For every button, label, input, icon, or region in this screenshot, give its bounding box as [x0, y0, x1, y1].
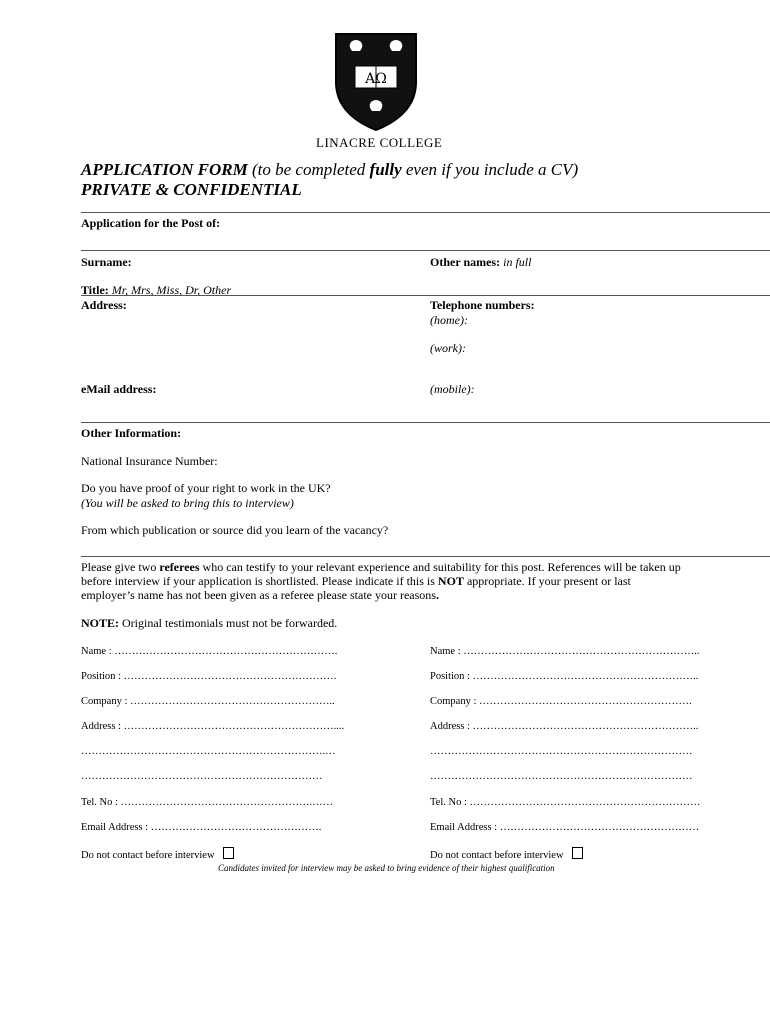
referee1-company-field[interactable]: Company : …………………………………………………..	[81, 696, 335, 707]
referee1-address-line3[interactable]: ……………………………………………………………	[81, 771, 323, 782]
referee1-tel-field[interactable]: Tel. No : ……………………………………………….……	[81, 797, 334, 808]
divider	[81, 556, 770, 557]
right-to-work-question[interactable]: Do you have proof of your right to work in the UK?	[81, 481, 331, 495]
home-phone-field[interactable]: (home):	[430, 313, 468, 327]
referees-instructions-line1: Please give two referees who can testify to your relevant experience and suitability for this post. References will be taken up	[81, 560, 681, 574]
post-field[interactable]: Application for the Post of:	[81, 216, 221, 230]
qualification-footnote: Candidates invited for interview may be asked to bring evidence of their highest qualification	[218, 863, 555, 873]
referee1-position-field[interactable]: Position : …………………………………………………….	[81, 671, 337, 682]
referee2-address-line2[interactable]: …………………………………………………………………	[430, 746, 693, 757]
college-name: LINACRE COLLEGE	[316, 135, 443, 150]
referee1-address-field[interactable]: Address : ……………………………………………………....	[81, 721, 345, 732]
right-to-work-note: (You will be asked to bring this to interview)	[81, 496, 294, 510]
referee2-contact-checkbox[interactable]	[572, 847, 583, 859]
referee1-contact-option: Do not contact before interview	[81, 847, 234, 861]
form-subtitle: PRIVATE & CONFIDENTIAL	[81, 180, 302, 199]
testimonials-note: NOTE: Original testimonials must not be forwarded.	[81, 616, 338, 630]
referee2-contact-option: Do not contact before interview	[430, 847, 583, 861]
referees-instructions-line2: before interview if your application is shortlisted. Please indicate if this is NOT appropriate. If your present or last	[81, 574, 631, 588]
referee1-address-line2[interactable]: …………………………………………………………….…	[81, 746, 336, 757]
divider	[81, 250, 770, 251]
other-names-field[interactable]: Other names: in full	[430, 255, 532, 269]
crest-letters: AΩ	[365, 71, 387, 87]
referees-instructions-line3: employer’s name has not been given as a referee please state your reasons.	[81, 588, 439, 602]
address-field[interactable]: Address:	[81, 298, 127, 312]
referee1-name-field[interactable]: Name : ……………………………………………………….	[81, 646, 338, 657]
surname-field[interactable]: Surname:	[81, 255, 132, 269]
college-crest-logo	[333, 32, 419, 132]
referee2-tel-field[interactable]: Tel. No : …………………………………………………………	[430, 797, 701, 808]
other-info-heading: Other Information:	[81, 426, 182, 440]
referee2-name-field[interactable]: Name : …………………………………………………………..	[430, 646, 700, 657]
mobile-phone-field[interactable]: (mobile):	[430, 382, 475, 396]
ni-number-field[interactable]: National Insurance Number:	[81, 454, 218, 468]
referee2-address-line3[interactable]: …………………………………………………………………	[430, 771, 693, 782]
title-field[interactable]: Title: Mr, Mrs, Miss, Dr, Other	[81, 283, 232, 297]
referee2-position-field[interactable]: Position : ………………………………………………………..	[430, 671, 699, 682]
vacancy-source-question[interactable]: From which publication or source did you learn of the vacancy?	[81, 523, 389, 537]
form-title: APPLICATION FORM (to be completed fully even if you include a CV)	[81, 160, 579, 179]
referee1-email-field[interactable]: Email Address : ………………………………………….	[81, 822, 322, 833]
telephone-label: Telephone numbers:	[430, 298, 535, 312]
divider	[81, 212, 770, 213]
referee2-email-field[interactable]: Email Address : …………………………………………………	[430, 822, 700, 833]
work-phone-field[interactable]: (work):	[430, 341, 466, 355]
divider	[81, 422, 770, 423]
email-field[interactable]: eMail address:	[81, 382, 157, 396]
referee2-company-field[interactable]: Company : …………………………………………………….	[430, 696, 692, 707]
referee2-address-field[interactable]: Address : ………………………………………………………..	[430, 721, 699, 732]
divider	[81, 295, 770, 296]
referee1-contact-checkbox[interactable]	[223, 847, 234, 859]
